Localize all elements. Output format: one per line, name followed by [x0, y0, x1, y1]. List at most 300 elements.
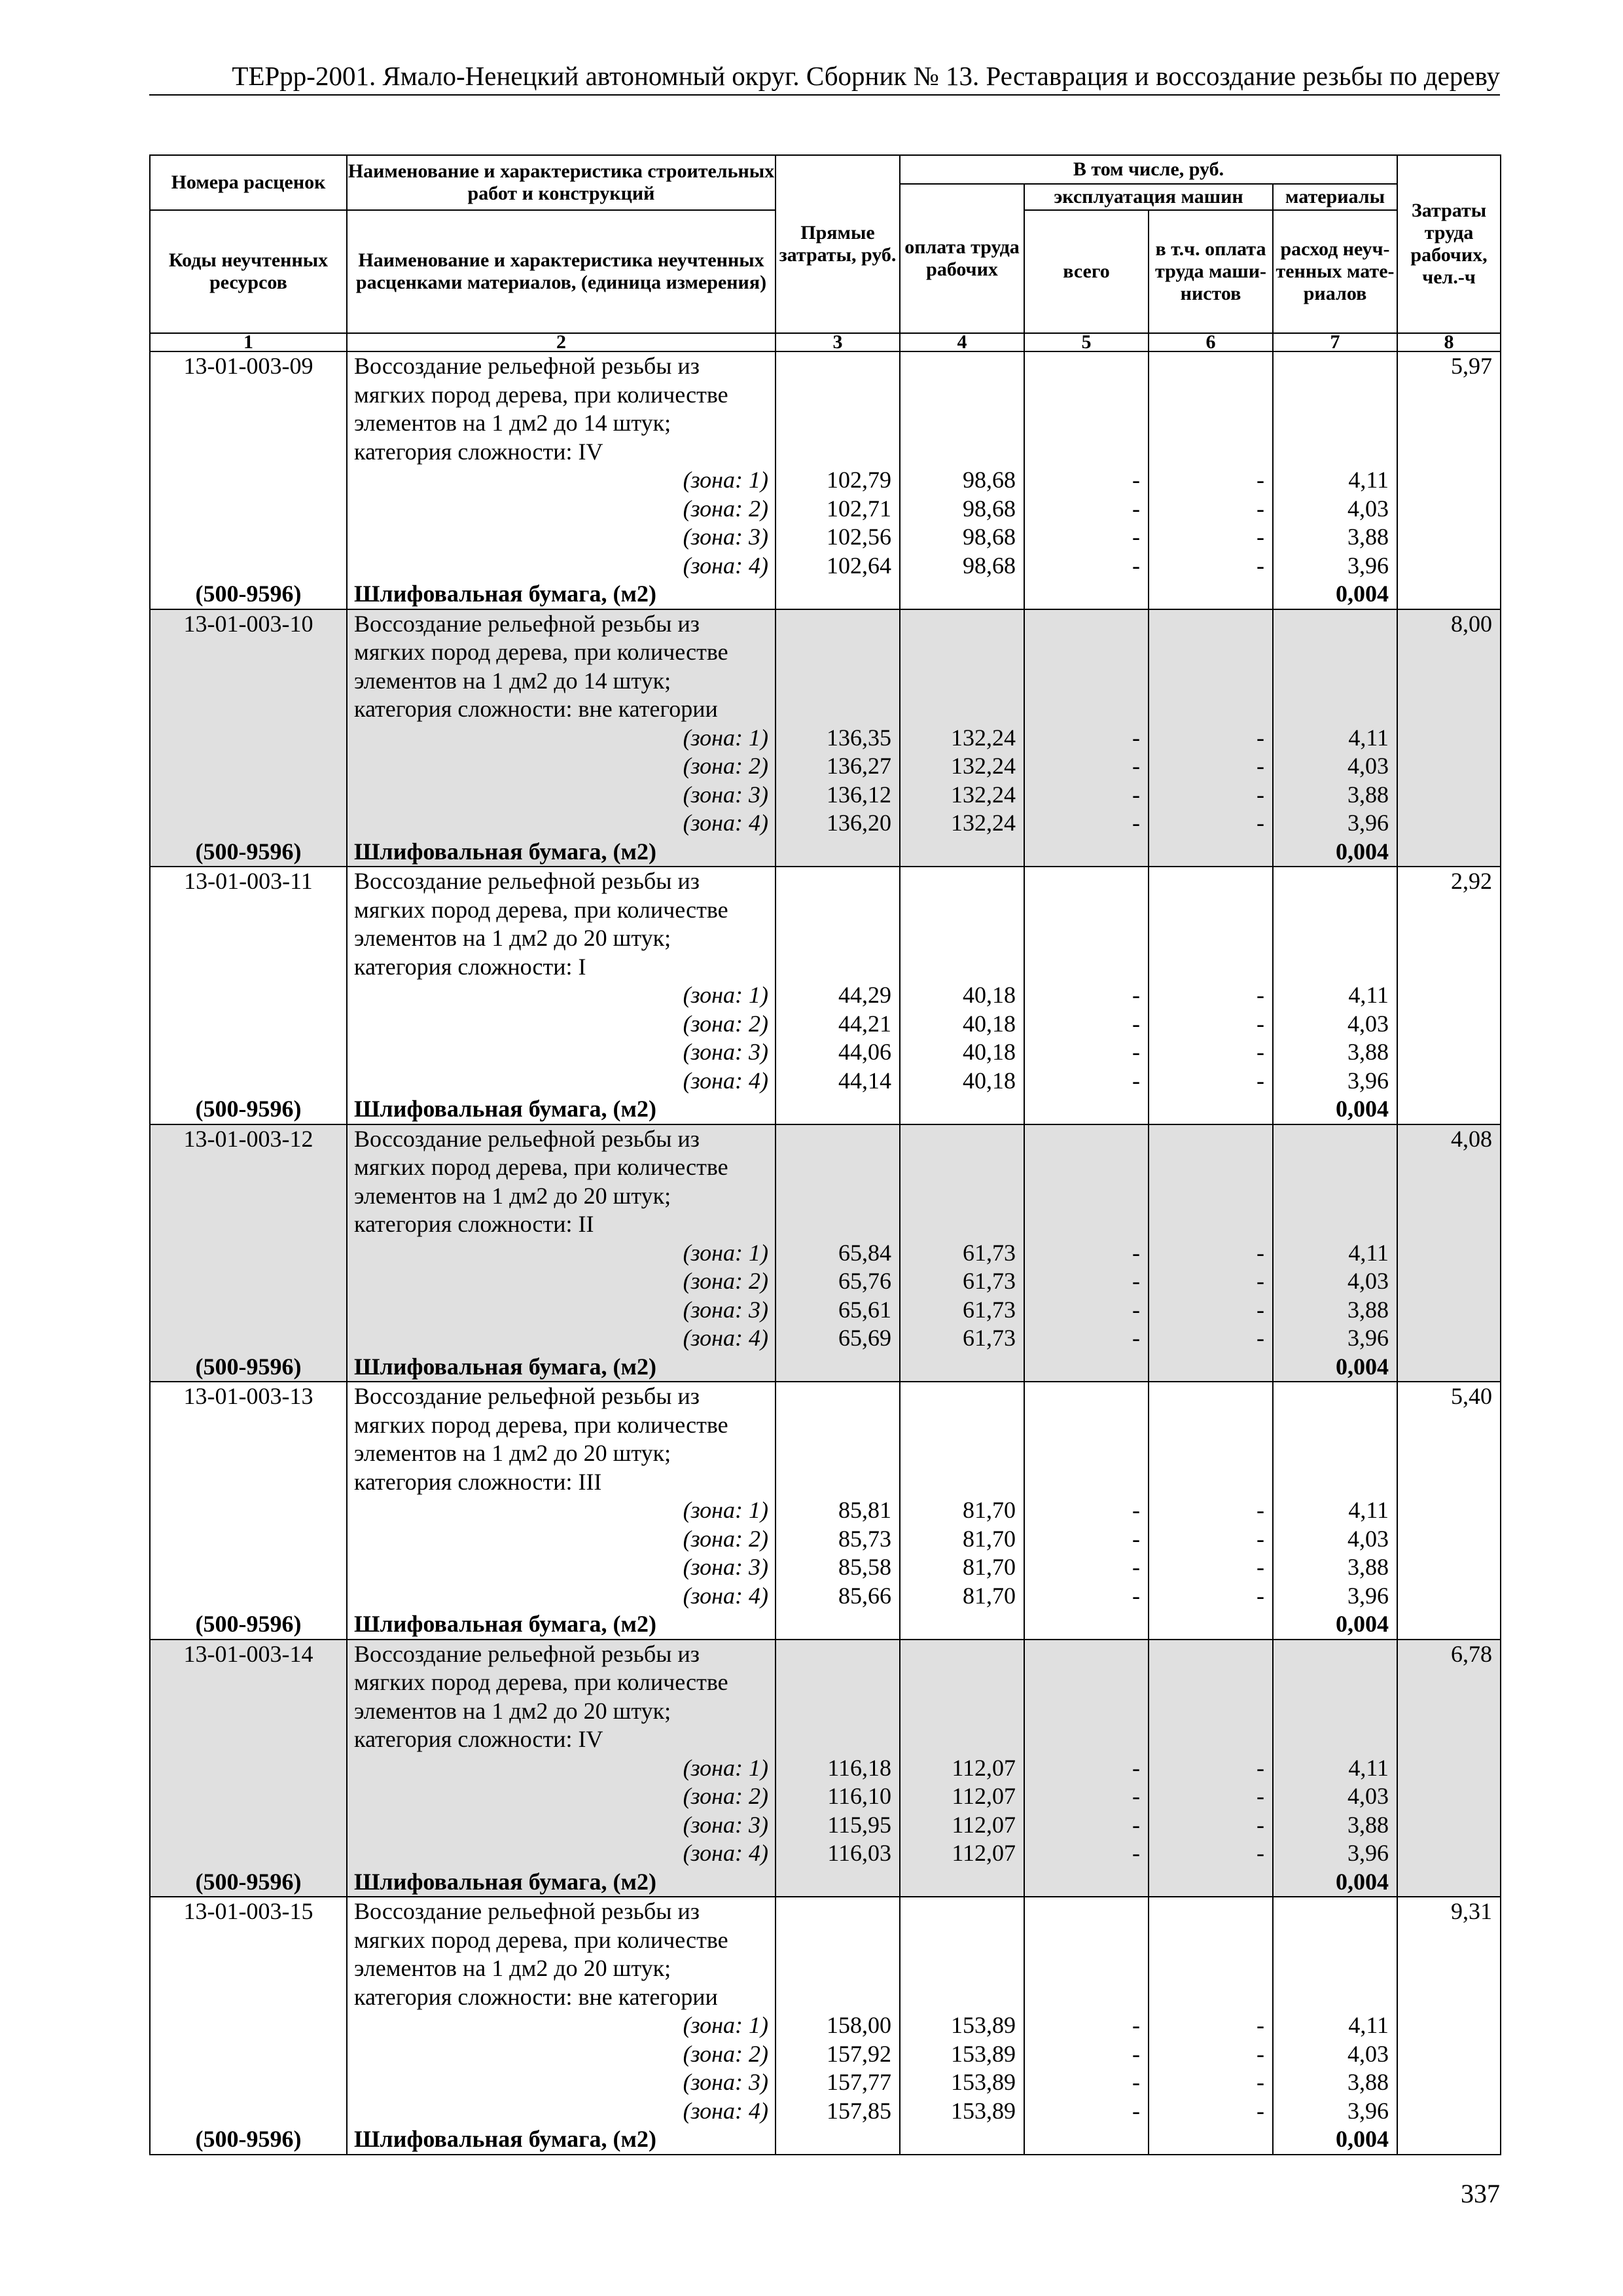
materials-value: 4,11	[1348, 2012, 1389, 2038]
work-description-line: мягких пород дерева, при количестве	[354, 639, 728, 665]
rate-code: 13-01-003-11	[184, 868, 313, 894]
resource-code: (500-9596)	[195, 581, 302, 607]
labor-costs-value: 5,40	[1451, 1383, 1493, 1409]
machines-value: -	[1132, 1754, 1140, 1781]
cell-description	[347, 1897, 776, 2155]
work-description-line: элементов на 1 дм2 до 20 штук;	[354, 925, 671, 951]
labor-pay-value: 98,68	[963, 495, 1016, 522]
zone-label: (зона: 4)	[683, 1840, 768, 1866]
labor-pay-value: 40,18	[963, 1067, 1016, 1094]
labor-pay-value: 153,89	[951, 2012, 1016, 2038]
resource-code: (500-9596)	[195, 2126, 302, 2152]
direct-cost-value: 65,84	[838, 1239, 891, 1266]
col-number-1: 1	[150, 333, 347, 351]
cell-direct-costs	[776, 867, 900, 1124]
machinist-pay-value: -	[1257, 1010, 1264, 1037]
labor-pay-value: 98,68	[963, 552, 1016, 579]
materials-value: 4,11	[1348, 1497, 1389, 1523]
cell-labor-pay	[900, 609, 1024, 867]
machines-value: -	[1132, 753, 1140, 779]
direct-cost-value: 85,81	[838, 1497, 891, 1523]
zone-label: (зона: 1)	[683, 1239, 768, 1266]
work-description-line: мягких пород дерева, при количестве	[354, 1669, 728, 1695]
resource-code: (500-9596)	[195, 1353, 302, 1380]
resource-name: Шлифовальная бумага, (м2)	[354, 1611, 656, 1637]
work-description-line: элементов на 1 дм2 до 14 штук;	[354, 410, 671, 436]
work-description-line: Воссоздание рельефной резьбы из	[354, 1383, 700, 1409]
col-number-4: 4	[900, 333, 1024, 351]
head-rate-numbers: Номера расценок	[150, 155, 347, 210]
page-header: ТЕРрр-2001. Ямало-Ненецкий автономный округ. Сборник № 13. Реставрация и воссоздание резьбы по дереву	[232, 61, 1500, 91]
labor-pay-value: 112,07	[952, 1754, 1016, 1781]
zone-label: (зона: 4)	[683, 552, 768, 579]
direct-cost-value: 102,79	[827, 467, 891, 493]
work-description-line: категория сложности: III	[354, 1468, 602, 1495]
table-head	[150, 155, 1501, 351]
zone-label: (зона: 1)	[683, 1497, 768, 1523]
direct-cost-value: 102,71	[827, 495, 891, 522]
zone-label: (зона: 3)	[683, 781, 768, 808]
machines-value: -	[1132, 552, 1140, 579]
work-description-line: Воссоздание рельефной резьбы из	[354, 1125, 700, 1152]
head-resource-codes: Коды неучтенных ресурсов	[150, 210, 347, 333]
cell-machines	[1024, 351, 1149, 609]
work-description-line: категория сложности: II	[354, 1211, 594, 1237]
direct-cost-value: 136,20	[827, 810, 891, 836]
machines-value: -	[1132, 1582, 1140, 1609]
machinist-pay-value: -	[1257, 2069, 1264, 2095]
machines-value: -	[1132, 2012, 1140, 2038]
head-materials: материалы	[1273, 184, 1397, 210]
rate-group-row	[150, 1124, 1501, 1382]
machinist-pay-value: -	[1257, 1239, 1264, 1266]
col-number-5: 5	[1024, 333, 1149, 351]
resource-name: Шлифовальная бумага, (м2)	[354, 1353, 656, 1380]
labor-pay-value: 112,07	[952, 1783, 1016, 1809]
labor-pay-value: 61,73	[963, 1325, 1016, 1351]
cell-code	[150, 1640, 347, 1897]
materials-value: 3,88	[1347, 1296, 1389, 1323]
direct-cost-value: 136,35	[827, 724, 891, 751]
machines-value: -	[1132, 1497, 1140, 1523]
cell-description	[347, 351, 776, 609]
cell-machinist-pay	[1149, 351, 1273, 609]
machines-value: -	[1132, 2040, 1140, 2067]
labor-pay-value: 61,73	[963, 1296, 1016, 1323]
zone-label: (зона: 2)	[683, 1010, 768, 1037]
materials-value: 4,11	[1348, 982, 1389, 1008]
machinist-pay-value: -	[1257, 982, 1264, 1008]
resource-code: (500-9596)	[195, 1611, 302, 1637]
cell-labor-pay	[900, 1897, 1024, 2155]
machinist-pay-value: -	[1257, 1067, 1264, 1094]
machines-value: -	[1132, 781, 1140, 808]
zone-label: (зона: 3)	[683, 1811, 768, 1838]
rate-group-row	[150, 351, 1501, 609]
cell-labor-costs	[1397, 1897, 1501, 2155]
cell-description	[347, 1640, 776, 1897]
zone-label: (зона: 4)	[683, 810, 768, 836]
head-labor-pay: оплата труда рабочих	[900, 184, 1024, 333]
zone-label: (зона: 4)	[683, 1325, 768, 1351]
machinist-pay-value: -	[1257, 2012, 1264, 2038]
machinist-pay-value: -	[1257, 1582, 1264, 1609]
zone-label: (зона: 3)	[683, 1039, 768, 1065]
labor-pay-value: 81,70	[963, 1525, 1016, 1552]
work-description-line: элементов на 1 дм2 до 20 штук;	[354, 1440, 671, 1466]
cell-code	[150, 609, 347, 867]
direct-cost-value: 157,77	[827, 2069, 891, 2095]
machines-value: -	[1132, 467, 1140, 493]
direct-cost-value: 158,00	[827, 2012, 891, 2038]
work-description-line: категория сложности: IV	[354, 1726, 603, 1752]
labor-pay-value: 40,18	[963, 1010, 1016, 1037]
machines-value: -	[1132, 1525, 1140, 1552]
work-description-line: мягких пород дерева, при количестве	[354, 381, 728, 408]
materials-value: 3,96	[1347, 810, 1389, 836]
resource-name: Шлифовальная бумага, (м2)	[354, 1868, 656, 1895]
materials-value: 3,88	[1347, 2069, 1389, 2095]
labor-pay-value: 132,24	[951, 753, 1016, 779]
work-description-line: элементов на 1 дм2 до 20 штук;	[354, 1955, 671, 1981]
machinist-pay-value: -	[1257, 1296, 1264, 1323]
cell-code	[150, 351, 347, 609]
materials-value: 3,96	[1347, 2097, 1389, 2124]
zone-label: (зона: 2)	[683, 495, 768, 522]
direct-cost-value: 65,76	[838, 1268, 891, 1294]
machinist-pay-value: -	[1257, 1840, 1264, 1866]
labor-pay-value: 61,73	[963, 1239, 1016, 1266]
work-description-line: Воссоздание рельефной резьбы из	[354, 1640, 700, 1667]
labor-pay-value: 153,89	[951, 2040, 1016, 2067]
resource-consumption: 0,004	[1336, 1611, 1389, 1637]
labor-pay-value: 153,89	[951, 2097, 1016, 2124]
direct-cost-value: 157,85	[827, 2097, 891, 2124]
rate-code: 13-01-003-09	[183, 353, 313, 379]
zone-label: (зона: 3)	[683, 1554, 768, 1580]
resource-consumption: 0,004	[1336, 1353, 1389, 1380]
machinist-pay-value: -	[1257, 524, 1264, 550]
direct-cost-value: 136,12	[827, 781, 891, 808]
direct-cost-value: 115,95	[827, 1811, 891, 1838]
rates-table	[149, 154, 1501, 2155]
cell-machines	[1024, 1382, 1149, 1640]
materials-value: 4,03	[1347, 1268, 1389, 1294]
cell-machines	[1024, 609, 1149, 867]
col-number-8: 8	[1397, 333, 1501, 351]
zone-label: (зона: 4)	[683, 1067, 768, 1094]
machinist-pay-value: -	[1257, 1754, 1264, 1781]
zone-label: (зона: 1)	[683, 1754, 768, 1781]
labor-costs-value: 9,31	[1451, 1898, 1493, 1924]
work-description-line: категория сложности: вне категории	[354, 1983, 718, 2010]
machinist-pay-value: -	[1257, 495, 1264, 522]
head-machine-operation: эксплуатация машин	[1024, 184, 1273, 210]
materials-value: 4,03	[1347, 1010, 1389, 1037]
work-description-line: категория сложности: IV	[354, 438, 603, 465]
cell-machines	[1024, 1124, 1149, 1382]
rate-code: 13-01-003-10	[183, 610, 313, 637]
materials-value: 3,88	[1347, 1039, 1389, 1065]
zone-label: (зона: 4)	[683, 1582, 768, 1609]
machines-value: -	[1132, 1783, 1140, 1809]
resource-name: Шлифовальная бумага, (м2)	[354, 2126, 656, 2152]
rate-code: 13-01-003-13	[183, 1383, 313, 1409]
labor-pay-value: 81,70	[963, 1497, 1016, 1523]
machines-value: -	[1132, 524, 1140, 550]
cell-description	[347, 609, 776, 867]
resource-consumption: 0,004	[1336, 838, 1389, 865]
resource-name: Шлифовальная бумага, (м2)	[354, 1096, 656, 1122]
cell-machinist-pay	[1149, 867, 1273, 1124]
cell-materials	[1273, 351, 1397, 609]
labor-costs-value: 4,08	[1451, 1125, 1493, 1152]
head-unaccounted-name: Наименование и характеристика неучтенных расценками материалов, (единица измерения)	[347, 210, 776, 333]
direct-cost-value: 85,73	[838, 1525, 891, 1552]
machinist-pay-value: -	[1257, 1497, 1264, 1523]
cell-description	[347, 867, 776, 1124]
page-number: 337	[1461, 2179, 1500, 2208]
materials-value: 3,88	[1347, 781, 1389, 808]
resource-code: (500-9596)	[195, 838, 302, 865]
materials-value: 4,03	[1347, 753, 1389, 779]
work-description-line: мягких пород дерева, при количестве	[354, 1926, 728, 1953]
direct-cost-value: 44,14	[838, 1067, 891, 1094]
machines-value: -	[1132, 810, 1140, 836]
labor-pay-value: 40,18	[963, 982, 1016, 1008]
machines-value: -	[1132, 1296, 1140, 1323]
zone-label: (зона: 1)	[683, 982, 768, 1008]
resource-consumption: 0,004	[1336, 1868, 1389, 1895]
cell-direct-costs	[776, 1640, 900, 1897]
cell-materials	[1273, 867, 1397, 1124]
zone-label: (зона: 4)	[683, 2097, 768, 2124]
zone-label: (зона: 2)	[683, 2040, 768, 2067]
machines-value: -	[1132, 2069, 1140, 2095]
cell-materials	[1273, 1897, 1397, 2155]
rate-group-row	[150, 609, 1501, 867]
labor-pay-value: 81,70	[963, 1554, 1016, 1580]
cell-labor-costs	[1397, 609, 1501, 867]
zone-label: (зона: 1)	[683, 467, 768, 493]
machinist-pay-value: -	[1257, 1554, 1264, 1580]
cell-labor-pay	[900, 1382, 1024, 1640]
materials-value: 3,96	[1347, 552, 1389, 579]
labor-pay-value: 98,68	[963, 467, 1016, 493]
cell-direct-costs	[776, 351, 900, 609]
direct-cost-value: 65,69	[838, 1325, 891, 1351]
cell-description	[347, 1382, 776, 1640]
labor-pay-value: 153,89	[951, 2069, 1016, 2095]
materials-value: 4,03	[1347, 2040, 1389, 2067]
labor-pay-value: 61,73	[963, 1268, 1016, 1294]
header-rule	[149, 94, 1500, 96]
cell-materials	[1273, 1640, 1397, 1897]
col-number-3: 3	[776, 333, 900, 351]
machines-value: -	[1132, 1239, 1140, 1266]
rate-group-row	[150, 1640, 1501, 1897]
cell-code	[150, 1897, 347, 2155]
resource-name: Шлифовальная бумага, (м2)	[354, 581, 656, 607]
work-description-line: мягких пород дерева, при количестве	[354, 896, 728, 923]
labor-pay-value: 81,70	[963, 1582, 1016, 1609]
resource-code: (500-9596)	[195, 1096, 302, 1122]
zone-label: (зона: 2)	[683, 1525, 768, 1552]
machinist-pay-value: -	[1257, 1783, 1264, 1809]
machinist-pay-value: -	[1257, 467, 1264, 493]
materials-value: 4,11	[1348, 724, 1389, 751]
machines-value: -	[1132, 1325, 1140, 1351]
labor-pay-value: 112,07	[952, 1840, 1016, 1866]
col-number-7: 7	[1273, 333, 1397, 351]
head-machinist-pay: в т.ч. оплата труда маши-нистов	[1149, 210, 1273, 333]
labor-costs-value: 6,78	[1451, 1640, 1493, 1667]
direct-cost-value: 136,27	[827, 753, 891, 779]
materials-value: 4,03	[1347, 1525, 1389, 1552]
work-description-line: Воссоздание рельефной резьбы из	[354, 868, 700, 894]
cell-code	[150, 867, 347, 1124]
cell-labor-costs	[1397, 1382, 1501, 1640]
machines-value: -	[1132, 982, 1140, 1008]
resource-consumption: 0,004	[1336, 1096, 1389, 1122]
work-description-line: элементов на 1 дм2 до 14 штук;	[354, 667, 671, 694]
zone-label: (зона: 1)	[683, 724, 768, 751]
zone-label: (зона: 2)	[683, 753, 768, 779]
cell-machinist-pay	[1149, 1124, 1273, 1382]
resource-code: (500-9596)	[195, 1868, 302, 1895]
work-description-line: Воссоздание рельефной резьбы из	[354, 353, 700, 379]
head-direct-costs: Прямые затраты, руб.	[776, 155, 900, 333]
cell-description	[347, 1124, 776, 1382]
work-description-line: элементов на 1 дм2 до 20 штук;	[354, 1697, 671, 1724]
direct-cost-value: 116,18	[827, 1754, 891, 1781]
direct-cost-value: 44,29	[838, 982, 891, 1008]
cell-direct-costs	[776, 1382, 900, 1640]
labor-pay-value: 132,24	[951, 781, 1016, 808]
machinist-pay-value: -	[1257, 1811, 1264, 1838]
rate-code: 13-01-003-15	[183, 1898, 313, 1924]
work-description-line: категория сложности: I	[354, 953, 586, 980]
direct-cost-value: 65,61	[838, 1296, 891, 1323]
materials-value: 4,11	[1348, 1239, 1389, 1266]
machinist-pay-value: -	[1257, 724, 1264, 751]
work-description-line: Воссоздание рельефной резьбы из	[354, 610, 700, 637]
cell-materials	[1273, 1124, 1397, 1382]
zone-label: (зона: 1)	[683, 2012, 768, 2038]
cell-direct-costs	[776, 1124, 900, 1382]
machinist-pay-value: -	[1257, 1525, 1264, 1552]
zone-label: (зона: 3)	[683, 2069, 768, 2095]
head-material-consumption: расход неуч-тенных мате-риалов	[1273, 210, 1397, 333]
zone-label: (зона: 2)	[683, 1268, 768, 1294]
rate-code: 13-01-003-14	[183, 1640, 313, 1667]
cell-labor-pay	[900, 1640, 1024, 1897]
direct-cost-value: 102,64	[827, 552, 891, 579]
head-labor-costs: Затраты труда рабочих, чел.-ч	[1397, 155, 1501, 333]
materials-value: 4,11	[1348, 467, 1389, 493]
machines-value: -	[1132, 724, 1140, 751]
direct-cost-value: 85,58	[838, 1554, 891, 1580]
head-including: В том числе, руб.	[900, 155, 1397, 184]
cell-labor-costs	[1397, 1640, 1501, 1897]
machines-value: -	[1132, 1067, 1140, 1094]
labor-pay-value: 132,24	[951, 810, 1016, 836]
machinist-pay-value: -	[1257, 810, 1264, 836]
machines-value: -	[1132, 1554, 1140, 1580]
cell-machines	[1024, 1640, 1149, 1897]
cell-direct-costs	[776, 609, 900, 867]
machines-value: -	[1132, 495, 1140, 522]
machinist-pay-value: -	[1257, 753, 1264, 779]
materials-value: 3,96	[1347, 1067, 1389, 1094]
col-number-6: 6	[1149, 333, 1273, 351]
machinist-pay-value: -	[1257, 1039, 1264, 1065]
cell-labor-costs	[1397, 1124, 1501, 1382]
cell-machines	[1024, 867, 1149, 1124]
cell-labor-pay	[900, 351, 1024, 609]
rate-group-row	[150, 1897, 1501, 2155]
cell-direct-costs	[776, 1897, 900, 2155]
labor-pay-value: 98,68	[963, 524, 1016, 550]
work-description-line: Воссоздание рельефной резьбы из	[354, 1898, 700, 1924]
labor-costs-value: 2,92	[1451, 868, 1493, 894]
labor-pay-value: 40,18	[963, 1039, 1016, 1065]
machinist-pay-value: -	[1257, 1268, 1264, 1294]
direct-cost-value: 116,03	[827, 1840, 891, 1866]
column-numbers-row	[150, 333, 1501, 351]
zone-label: (зона: 2)	[683, 1783, 768, 1809]
labor-pay-value: 132,24	[951, 724, 1016, 751]
labor-costs-value: 8,00	[1451, 610, 1493, 637]
materials-value: 3,96	[1347, 1840, 1389, 1866]
cell-labor-costs	[1397, 351, 1501, 609]
direct-cost-value: 102,56	[827, 524, 891, 550]
work-description-line: мягких пород дерева, при количестве	[354, 1154, 728, 1180]
machines-value: -	[1132, 1010, 1140, 1037]
work-description-line: мягких пород дерева, при количестве	[354, 1411, 728, 1438]
cell-materials	[1273, 609, 1397, 867]
machinist-pay-value: -	[1257, 2097, 1264, 2124]
direct-cost-value: 157,92	[827, 2040, 891, 2067]
cell-labor-pay	[900, 867, 1024, 1124]
direct-cost-value: 44,21	[838, 1010, 891, 1037]
rate-group-row	[150, 1382, 1501, 1640]
direct-cost-value: 85,66	[838, 1582, 891, 1609]
machines-value: -	[1132, 2097, 1140, 2124]
materials-value: 3,88	[1347, 524, 1389, 550]
materials-value: 3,96	[1347, 1325, 1389, 1351]
materials-value: 3,88	[1347, 1554, 1389, 1580]
head-machines-total: всего	[1024, 210, 1149, 333]
rate-code: 13-01-003-12	[183, 1125, 313, 1152]
cell-machinist-pay	[1149, 1640, 1273, 1897]
materials-value: 3,88	[1347, 1811, 1389, 1838]
direct-cost-value: 116,10	[827, 1783, 891, 1809]
zone-label: (зона: 3)	[683, 524, 768, 550]
cell-machines	[1024, 1897, 1149, 2155]
labor-pay-value: 112,07	[952, 1811, 1016, 1838]
table-body	[150, 351, 1501, 2155]
machinist-pay-value: -	[1257, 1325, 1264, 1351]
machines-value: -	[1132, 1840, 1140, 1866]
direct-cost-value: 44,06	[838, 1039, 891, 1065]
cell-code	[150, 1124, 347, 1382]
cell-code	[150, 1382, 347, 1640]
machinist-pay-value: -	[1257, 781, 1264, 808]
resource-name: Шлифовальная бумага, (м2)	[354, 838, 656, 865]
cell-machinist-pay	[1149, 609, 1273, 867]
cell-machinist-pay	[1149, 1897, 1273, 2155]
